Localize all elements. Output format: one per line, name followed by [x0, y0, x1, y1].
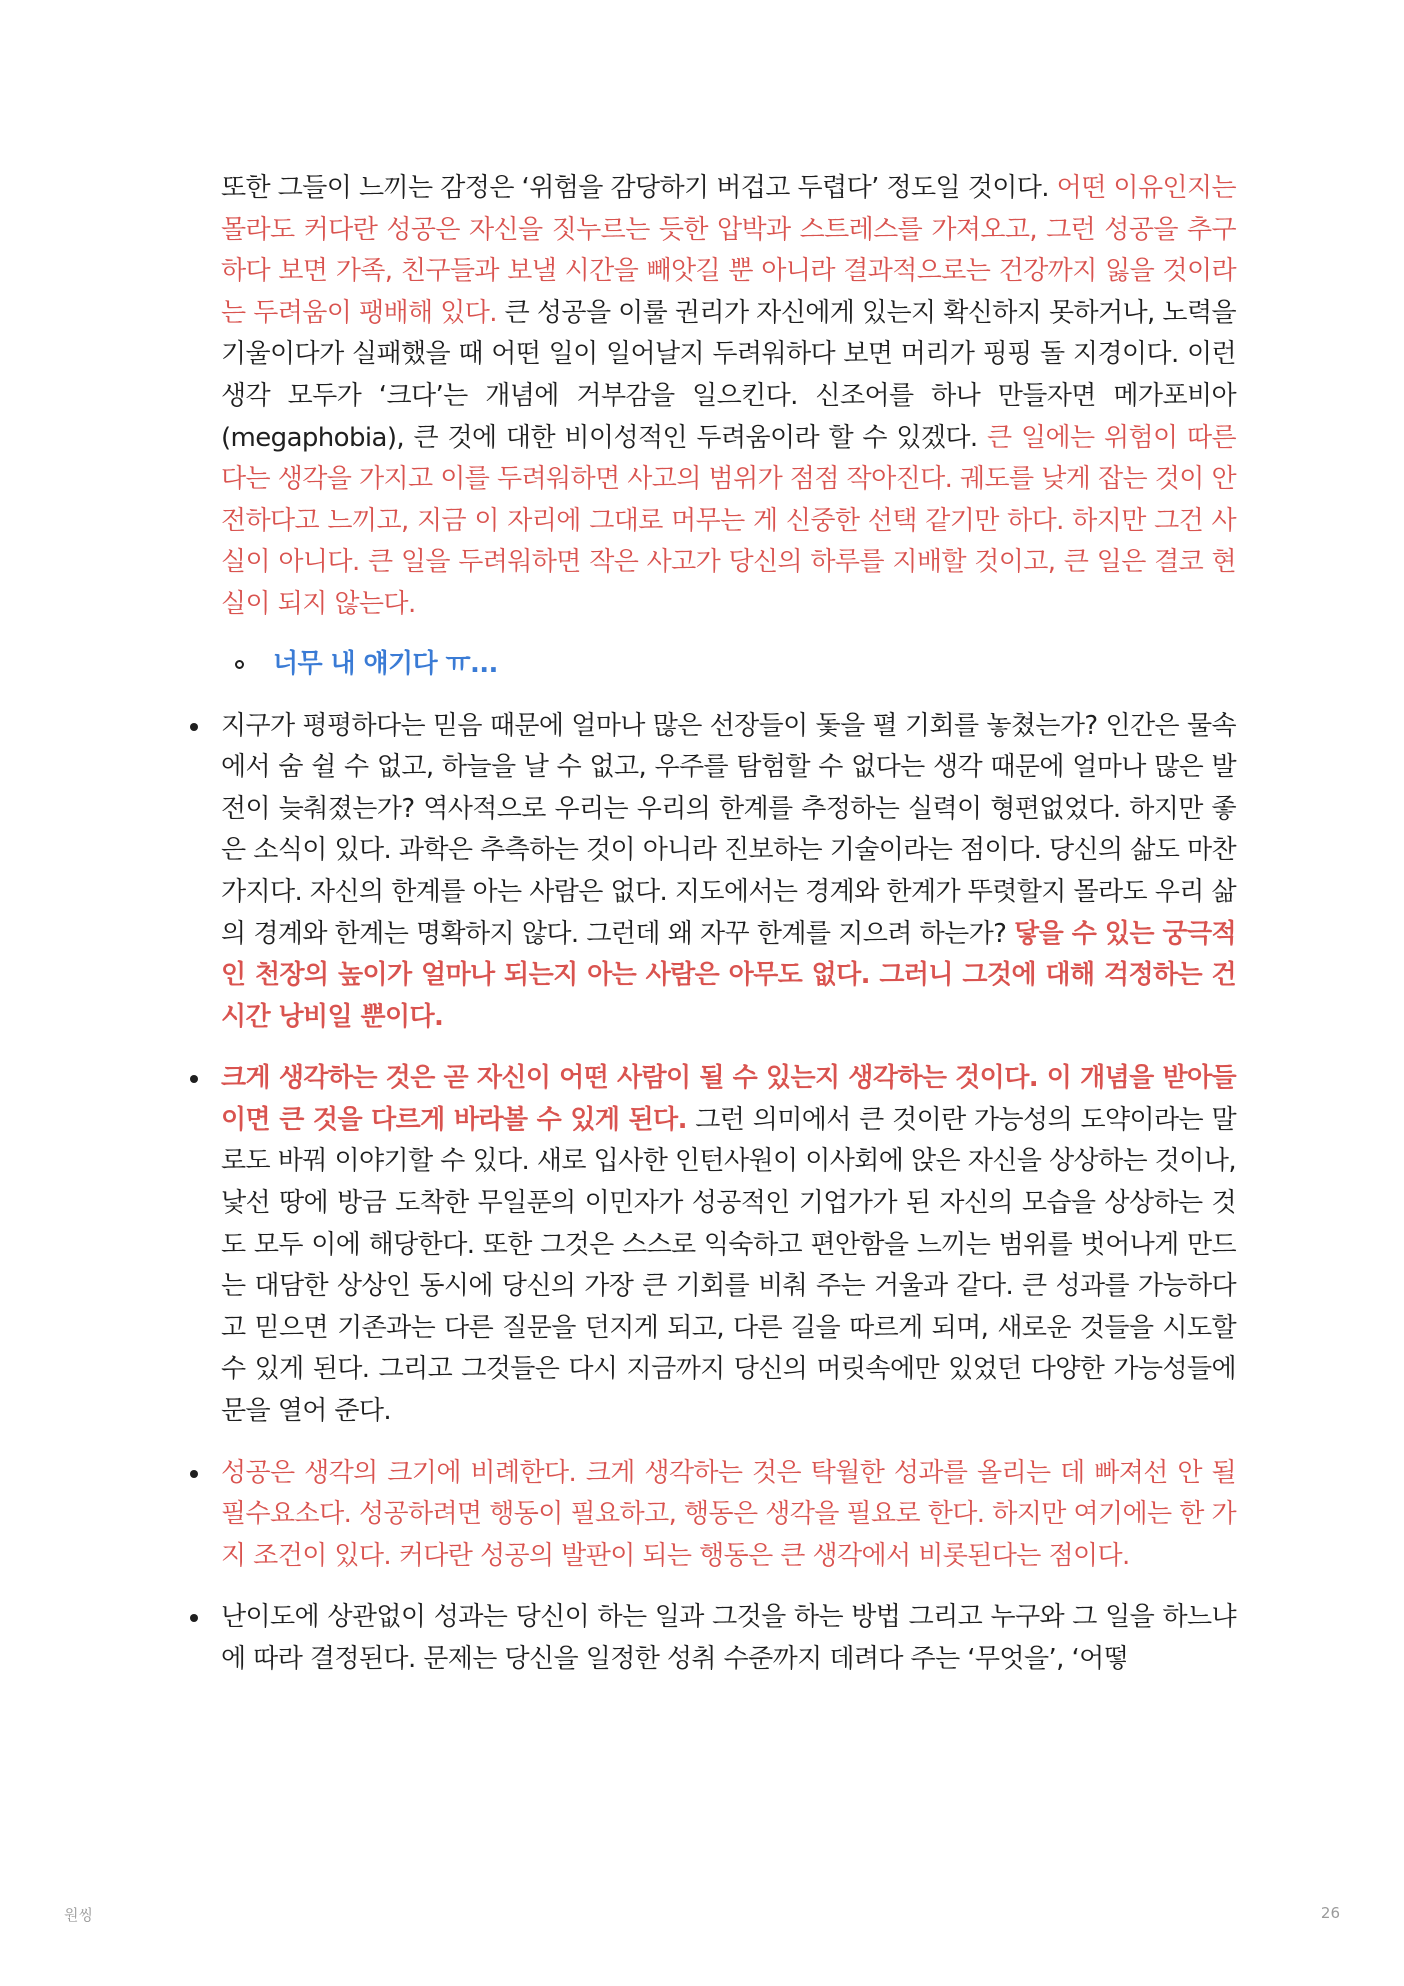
bullet-1-text: 지구가 평평하다는 믿음 때문에 얼마나 많은 선장들이 돛을 펼 기회를 놓쳤는가? 인간은 물속에서 숨 쉴 수 없고, 하늘을 날 수 없고, 우주를 탐험할 수 없다는 생각 때문에 얼마나 많은 발전이 늦춰졌는가? 역사적으로 우리는 우리의 한계를 추정하는 실력이 형편없었다. 하지만 좋은 소식이 있다. 과학은 추측하는 것이 아니라 진보하는 기술이라는 점이다. 당신의 삶도 마찬가지다. 자신의 한계를 아는 사람은 없다. 지도에서는 경계와 한계가 뚜렷할지 몰라도 우리 삶의 경계와 한계는 명확하지 않다. 그런데 왜 자꾸 한계를 지으려 하는가? — [221, 710, 1236, 949]
intro-text-1: 또한 그들이 느끼는 감정은 ‘위험을 감당하기 버겁고 두렵다’ 정도일 것이다. — [221, 173, 1057, 203]
bullet-item-4 — [221, 1597, 1236, 1680]
intro-highlight-1: 어떤 이유인지는 몰라도 커다란 성공은 자신을 짓누르는 듯한 압박과 스트레스를 가져오고, 그런 성공을 추구하다 보면 가족, 친구들과 보낼 시간을 빼앗길 뿐 아니라 결과적으로는 건강까지 잃을 것이라는 두려움이 팽배해 있다. — [221, 173, 1237, 328]
bullet-2-highlight: 크게 생각하는 것은 곧 자신이 어떤 사람이 될 수 있는지 생각하는 것이다. 이 개념을 받아들이면 큰 것을 다르게 바라볼 수 있게 된다. — [221, 1063, 1236, 1135]
bullet-dot-icon — [190, 1470, 198, 1478]
bullet-4-text: 난이도에 상관없이 성과는 당신이 하는 일과 그것을 하는 방법 그리고 누구와 그 일을 하느냐에 따라 결정된다. 문제는 당신을 일정한 성취 수준까지 데려다 주는 ‘무엇을’, ‘어떻 — [221, 1602, 1236, 1674]
bullet-3-highlight: 성공은 생각의 크기에 비례한다. 크게 생각하는 것은 탁월한 성과를 올리는 데 빠져선 안 될 필수요소다. 성공하려면 행동이 필요하고, 행동은 생각을 필요로 한다. 하지만 여기에는 한 가지 조건이 있다. 커다란 성공의 발판이 되는 행동은 큰 생각에서 비롯된다는 점이다. — [221, 1457, 1236, 1571]
sub-note-item — [221, 644, 1236, 686]
intro-highlight-2: 큰 일에는 위험이 따른다는 생각을 가지고 이를 두려워하면 사고의 범위가 점점 작아진다. 궤도를 낮게 잡는 것이 안전하다고 느끼고, 지금 이 자리에 그대로 머무는 게 신중한 선택 같기만 하다. 하지만 그건 사실이 아니다. 큰 일을 두려워하면 작은 사고가 당신의 하루를 지배할 것이고, 큰 일은 결코 현실이 되지 않는다. — [221, 422, 1237, 619]
bullet-1-highlight: 닿을 수 있는 궁극적인 천장의 높이가 얼마나 되는지 아는 사람은 아무도 없다. 그러니 그것에 대해 걱정하는 건 시간 낭비일 뿐이다. — [221, 918, 1237, 1032]
intro-text-2: 큰 성공을 이룰 권리가 자신에게 있는지 확신하지 못하거나, 노력을 기울이다가 실패했을 때 어떤 일이 일어날지 두려워하다 보면 머리가 핑핑 돌 지경이다. 이런 생각 모두가 ‘크다’는 개념에 거부감을 일으킨다. 신조어를 하나 만들자면 메가포비아(megaphobia), 큰 것에 대한 비이성적인 두려움이라 할 수 있겠다. — [221, 297, 1236, 453]
circle-bullet-icon — [235, 660, 244, 669]
sub-note-text: 너무 내 얘기다 ㅠ... — [273, 648, 498, 679]
footer-book-title: 원씽 — [64, 1906, 93, 1924]
bullet-dot-icon — [190, 1614, 198, 1622]
footer-page-number: 26 — [1320, 1904, 1340, 1922]
bullet-2-text: 그런 의미에서 큰 것이란 가능성의 도약이라는 말로도 바꿔 이야기할 수 있다. 새로 입사한 인턴사원이 이사회에 앉은 자신을 상상하는 것이나, 낯선 땅에 방금 도착한 무일푼의 이민자가 성공적인 기업가가 된 자신의 모습을 상상하는 것도 모두 이에 해당한다. 또한 그것은 스스로 익숙하고 편안함을 느끼는 범위를 벗어나게 만드는 대담한 상상인 동시에 당신의 가장 큰 기회를 비춰 주는 거울과 같다. 큰 성과를 가능하다고 믿으면 기존과는 다른 질문을 던지게 되고, 다른 길을 따르게 되며, 새로운 것들을 시도할 수 있게 된다. 그리고 그것들은 다시 지금까지 당신의 머릿속에만 있었던 다양한 가능성들에 문을 열어 준다. — [221, 1104, 1236, 1427]
bullet-item-3 — [221, 1453, 1236, 1578]
bullet-dot-icon — [190, 723, 198, 731]
intro-paragraph — [221, 168, 1236, 626]
bullet-dot-icon — [190, 1075, 198, 1083]
bullet-item-1 — [221, 706, 1236, 1039]
bullet-item-2 — [221, 1058, 1236, 1432]
page-content — [221, 168, 1236, 1681]
